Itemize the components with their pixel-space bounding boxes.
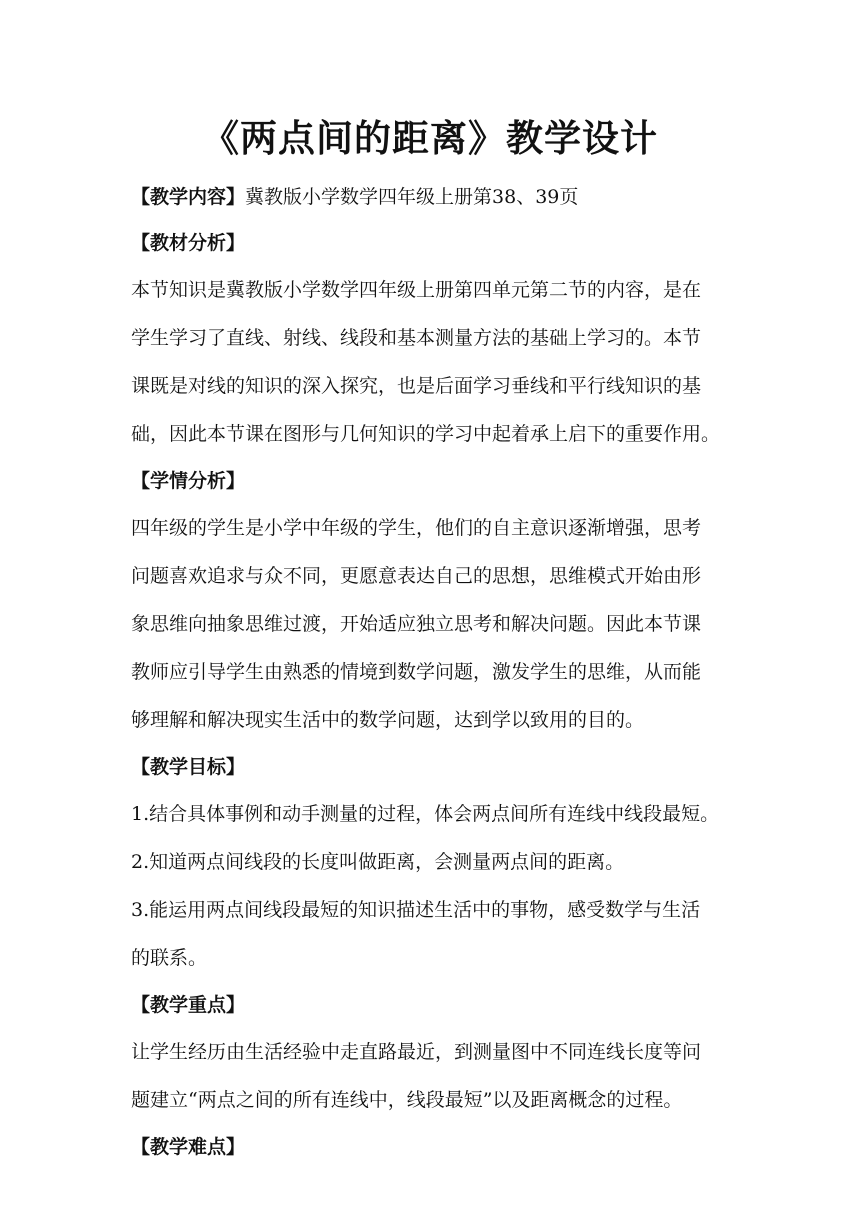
- section-heading-student-analysis: 【学情分析】: [131, 470, 246, 492]
- paragraph-line: 教师应引导学生由熟悉的情境到数学问题，激发学生的思维，从而能: [131, 661, 702, 683]
- goal-item: 1.结合具体事例和动手测量的过程，体会两点间所有连线中线段最短。: [131, 803, 720, 825]
- paragraph-line: 础，因此本节课在图形与几何知识的学习中起着承上启下的重要作用。: [131, 423, 721, 445]
- teaching-content-line: [131, 174, 751, 220]
- paragraph-line: 象思维向抽象思维过渡，开始适应独立思考和解决问题。因此本节课: [131, 613, 702, 635]
- goal-item-continuation: 的联系。: [131, 947, 208, 969]
- section-heading-difficulties: 【教学难点】: [131, 1136, 246, 1158]
- teaching-content-value: 冀教版小学数学四年级上册第38、39页: [245, 186, 579, 208]
- document-body: [131, 174, 751, 1170]
- paragraph-line: 让学生经历由生活经验中走直路最近，到测量图中不同连线长度等问: [131, 1041, 702, 1063]
- paragraph-line: 四年级的学生是小学中年级的学生，他们的自主意识逐渐增强，思考: [131, 517, 702, 539]
- paragraph-line: 课既是对线的知识的深入探究，也是后面学习垂线和平行线知识的基: [131, 375, 702, 397]
- section-heading-key-points: 【教学重点】: [131, 994, 246, 1016]
- goal-item: 2.知道两点间线段的长度叫做距离，会测量两点间的距离。: [131, 851, 625, 873]
- teaching-content-label: 【教学内容】: [131, 186, 246, 208]
- paragraph-line: 本节知识是冀教版小学数学四年级上册第四单元第二节的内容，是在: [131, 279, 702, 301]
- section-heading-teaching-goals: 【教学目标】: [131, 756, 246, 778]
- goal-item: 3.能运用两点间线段最短的知识描述生活中的事物，感受数学与生活: [131, 899, 701, 921]
- paragraph-line: 够理解和解决现实生活中的数学问题，达到学以致用的目的。: [131, 709, 645, 731]
- document-title: 《两点间的距离》教学设计: [202, 116, 658, 160]
- section-heading-material-analysis: 【教材分析】: [131, 232, 246, 254]
- paragraph-line: 题建立“两点之间的所有连线中，线段最短”以及距离概念的过程。: [131, 1089, 683, 1111]
- paragraph-line: 问题喜欢追求与众不同，更愿意表达自己的思想，思维模式开始由形: [131, 565, 702, 587]
- paragraph-line: 学生学习了直线、射线、线段和基本测量方法的基础上学习的。本节: [131, 327, 702, 349]
